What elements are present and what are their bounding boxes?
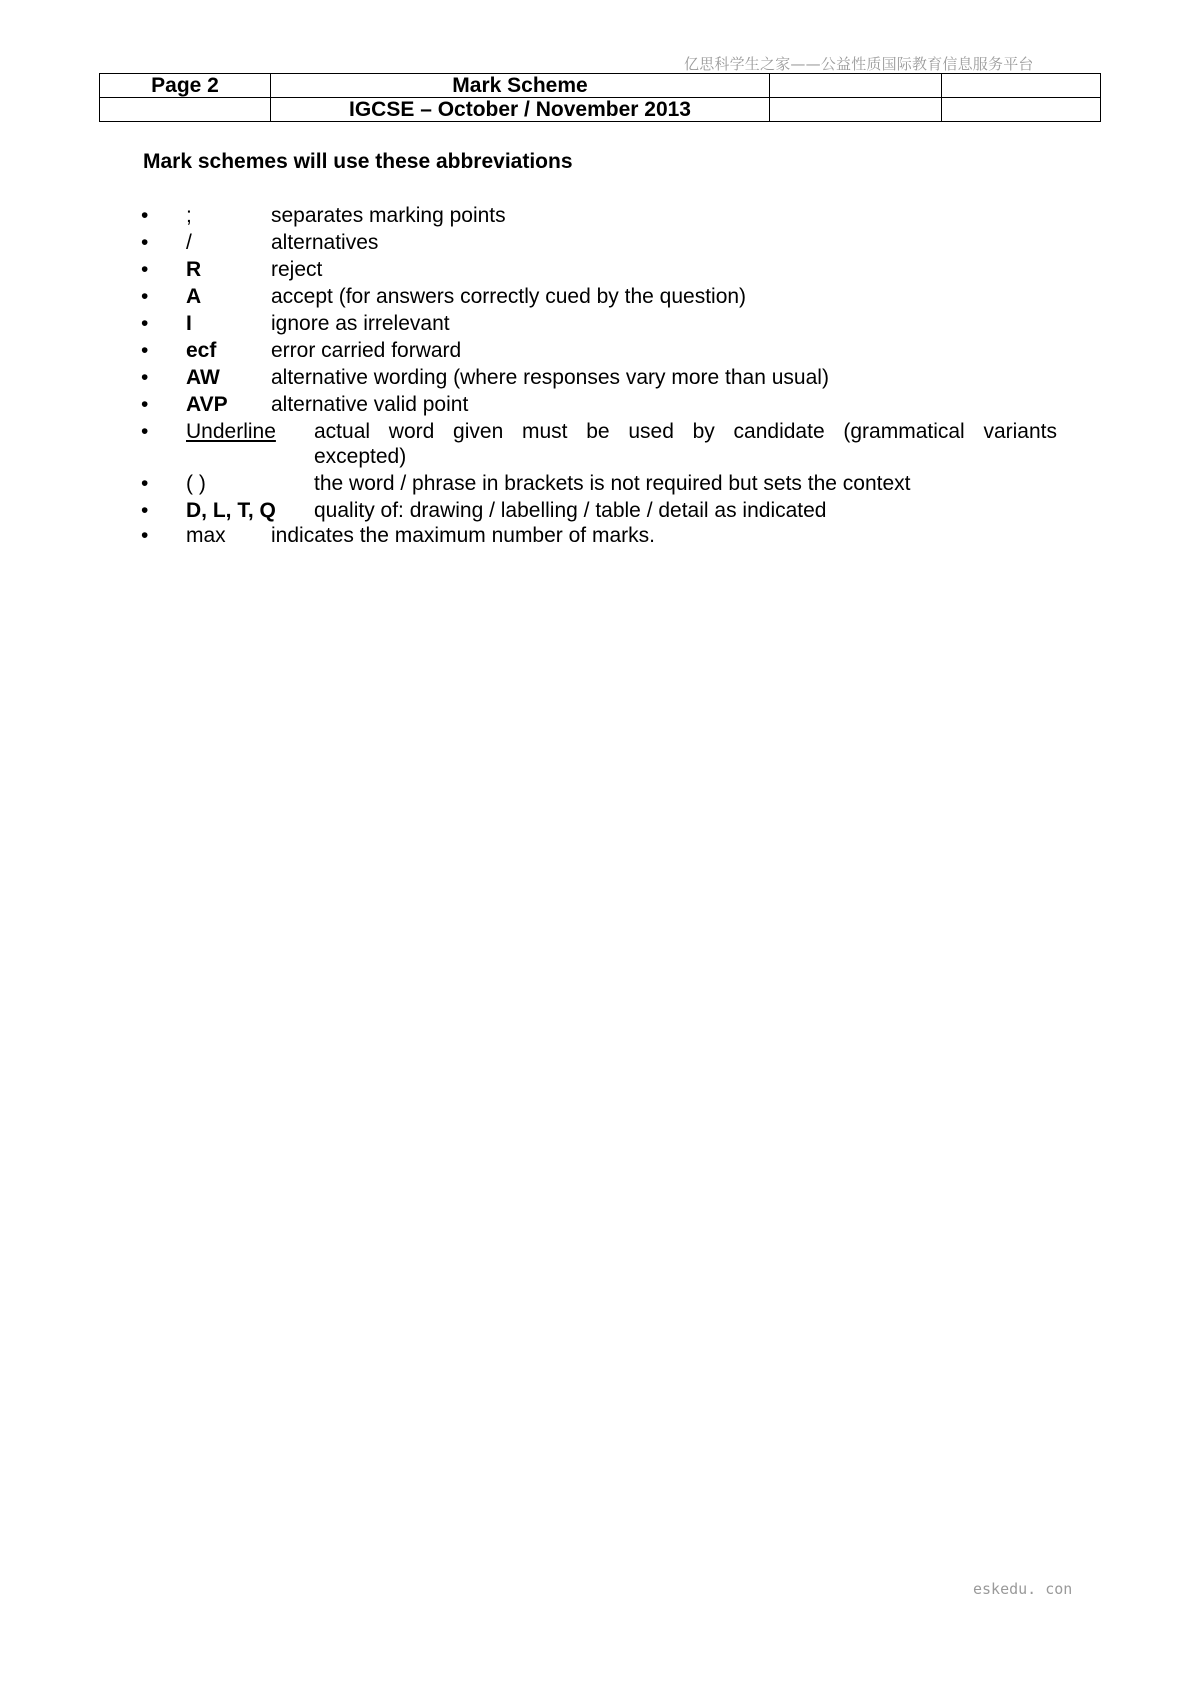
- abbreviation-description: accept (for answers correctly cued by the question): [271, 285, 747, 308]
- header-empty-cell: [770, 98, 942, 122]
- abbreviation-description: reject: [271, 258, 323, 281]
- header-empty-cell: [770, 74, 942, 98]
- abbreviation-term: AW: [186, 366, 220, 389]
- abbreviation-term: max: [186, 524, 226, 547]
- abbreviation-description: alternatives: [271, 231, 379, 254]
- header-empty-cell: [942, 74, 1101, 98]
- bullet-icon: •: [141, 258, 149, 281]
- abbreviation-term: R: [186, 258, 202, 281]
- bullet-icon: •: [141, 285, 149, 308]
- abbreviation-term: I: [186, 312, 192, 335]
- abbreviation-description: indicates the maximum number of marks.: [271, 524, 655, 547]
- watermark-bottom-text: eskedu. con: [973, 1580, 1073, 1598]
- bullet-icon: •: [141, 499, 149, 522]
- section-heading: Mark schemes will use these abbreviations: [143, 150, 573, 173]
- bullet-icon: •: [141, 393, 149, 416]
- abbreviation-term: D, L, T, Q: [186, 499, 276, 522]
- abbreviation-term: ;: [186, 204, 192, 227]
- abbreviation-term: /: [186, 231, 192, 254]
- abbreviation-term: ecf: [186, 339, 217, 362]
- abbreviation-term: A: [186, 285, 202, 308]
- header-row-2: [100, 98, 1101, 122]
- document-title: Mark Scheme: [271, 74, 770, 98]
- watermark-top-text: 亿思科学生之家——公益性质国际教育信息服务平台: [684, 55, 1034, 73]
- abbreviation-description: the word / phrase in brackets is not required but sets the context: [314, 472, 911, 495]
- abbreviation-description: alternative wording (where responses vary more than usual): [271, 366, 829, 389]
- abbreviation-description: separates marking points: [271, 204, 506, 227]
- bullet-icon: •: [141, 231, 149, 254]
- bullet-icon: •: [141, 524, 149, 547]
- bullet-icon: •: [141, 366, 149, 389]
- abbreviation-description: quality of: drawing / labelling / table / detail as indicated: [314, 499, 827, 522]
- abbreviation-term: ( ): [186, 472, 206, 495]
- abbreviation-description: alternative valid point: [271, 393, 469, 416]
- bullet-icon: •: [141, 204, 149, 227]
- header-empty-cell: [942, 98, 1101, 122]
- bullet-icon: •: [141, 472, 149, 495]
- bullet-icon: •: [141, 312, 149, 335]
- document-subtitle: IGCSE – October / November 2013: [271, 98, 770, 122]
- bullet-icon: •: [141, 420, 149, 443]
- abbreviation-term: AVP: [186, 393, 228, 416]
- abbreviation-description: actual word given must be used by candidate (grammatical variants: [314, 420, 1057, 443]
- abbreviation-description: excepted): [314, 445, 407, 468]
- header-empty-cell: [100, 98, 271, 122]
- header-row-1: [100, 74, 1101, 98]
- abbreviation-term: Underline: [186, 420, 276, 443]
- abbreviation-description: ignore as irrelevant: [271, 312, 450, 335]
- header-table: [99, 73, 1101, 122]
- page-number: Page 2: [100, 74, 271, 98]
- abbreviation-description: error carried forward: [271, 339, 462, 362]
- bullet-icon: •: [141, 339, 149, 362]
